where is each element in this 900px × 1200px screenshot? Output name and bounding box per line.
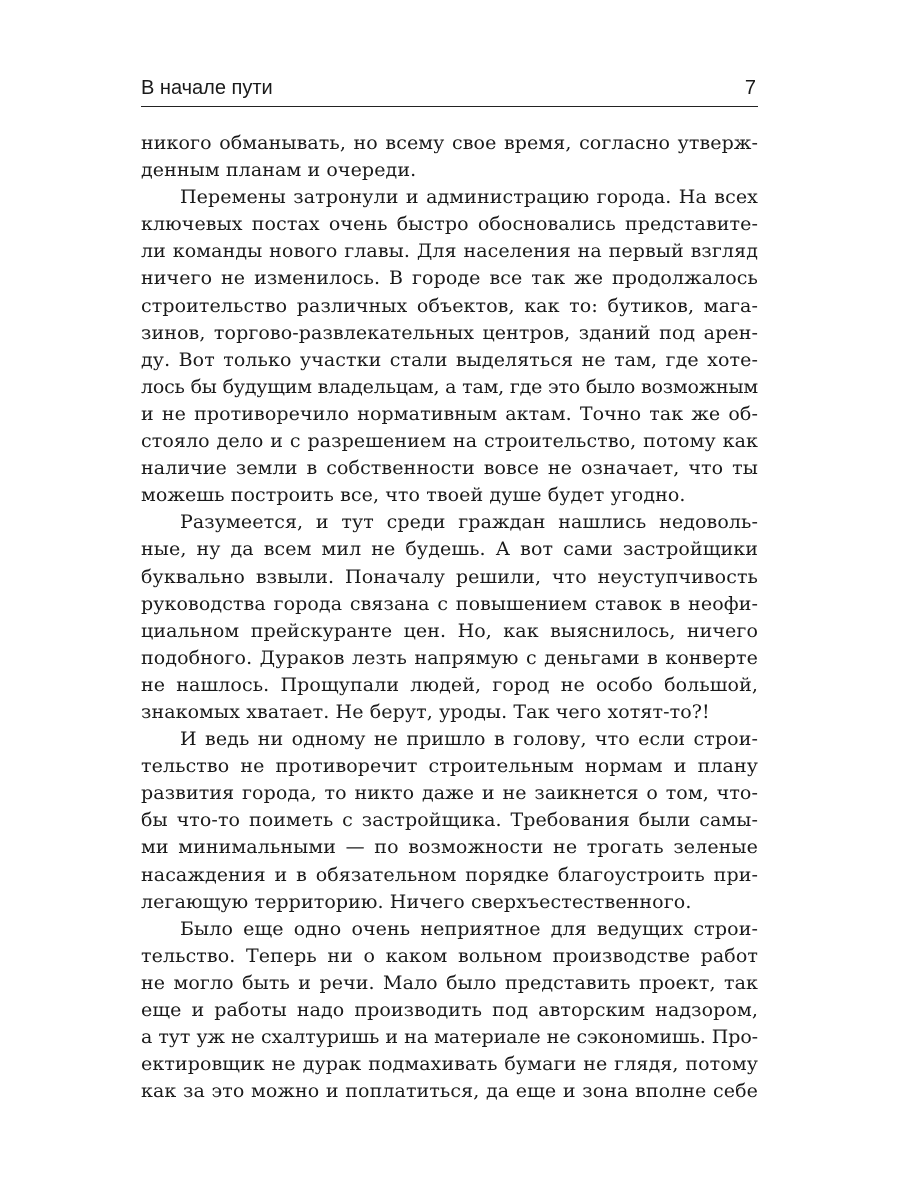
text-line: а тут уж не схалтуришь и на материале не сэкономишь. Про- bbox=[141, 1026, 758, 1049]
running-head-title: В начале пути bbox=[141, 77, 273, 99]
paragraph bbox=[141, 916, 758, 1106]
text-line: ми минимальными — по возможности не трогать зеленые bbox=[141, 836, 758, 859]
text-line: ные, ну да всем мил не будешь. А вот сами застройщики bbox=[141, 538, 758, 561]
text-line: денным планам и очереди. bbox=[141, 159, 417, 182]
text-line: буквально взвыли. Поначалу решили, что неуступчивость bbox=[141, 565, 758, 588]
text-line: можешь построить все, что твоей душе будет угодно. bbox=[141, 484, 686, 507]
body-text bbox=[141, 130, 758, 1105]
running-head bbox=[141, 74, 758, 102]
text-line: еще и работы надо производить под авторским надзором, bbox=[141, 999, 758, 1021]
page-number: 7 bbox=[744, 77, 756, 99]
text-line: развития города, то никто даже и не заикнется о том, что- bbox=[141, 782, 758, 805]
text-line: Было еще одно очень неприятное для ведущих строи- bbox=[180, 917, 758, 940]
text-line: и не противоречило нормативным актам. Точно так же об- bbox=[141, 402, 758, 425]
text-line: ничего не изменилось. В городе все так же продолжалось bbox=[141, 267, 758, 290]
header-rule bbox=[141, 106, 758, 107]
text-line: тельство не противоречит строительным нормам и плану bbox=[141, 755, 758, 778]
text-line: циальном прейскуранте цен. Но, как выяснилось, ничего bbox=[141, 619, 758, 642]
text-line: Разумеется, и тут среди граждан нашлись недоволь- bbox=[180, 511, 758, 534]
text-line: И ведь ни одному не пришло в голову, что если строи- bbox=[180, 728, 758, 751]
text-line: лось бы будущим владельцам, а там, где это было возможным bbox=[141, 375, 758, 398]
paragraph bbox=[141, 726, 758, 916]
text-line: легающую территорию. Ничего сверхъестественного. bbox=[141, 890, 692, 913]
text-line: подобного. Дураков лезть напрямую с деньгами в конверте bbox=[141, 646, 758, 669]
text-line: тельство. Теперь ни о каком вольном производстве работ bbox=[141, 944, 758, 967]
text-line: бы что-то поиметь с застройщика. Требования были самы- bbox=[141, 809, 758, 832]
text-line: зинов, торгово-развлекательных центров, зданий под арен- bbox=[141, 321, 758, 344]
text-line: не могло быть и речи. Мало было представить проект, так bbox=[141, 971, 758, 994]
text-line: руководства города связана с повышением ставок в неофи- bbox=[141, 592, 758, 615]
text-line: строительство различных объектов, как то: бутиков, мага- bbox=[141, 294, 758, 317]
text-line: Перемены затронули и администрацию города. На всех bbox=[180, 186, 758, 209]
text-line: никого обманывать, но всему свое время, согласно утверж- bbox=[141, 132, 758, 154]
text-line: как за это можно и поплатиться, да еще и зона вполне себе bbox=[141, 1080, 758, 1103]
text-line: наличие земли в собственности вовсе не означает, что ты bbox=[141, 457, 758, 480]
paragraph bbox=[141, 184, 758, 509]
text-line: не нашлось. Прощупали людей, город не особо большой, bbox=[141, 673, 758, 696]
text-line: ли команды нового главы. Для населения на первый взгляд bbox=[141, 240, 758, 263]
text-line: насаждения и в обязательном порядке благоустроить при- bbox=[141, 863, 758, 886]
text-line: ключевых постах очень быстро обосновались представите- bbox=[141, 213, 758, 236]
paragraph bbox=[141, 509, 758, 726]
text-line: ектировщик не дурак подмахивать бумаги не глядя, потому bbox=[141, 1053, 758, 1076]
text-line: знакомых хватает. Не берут, уроды. Так чего хотят-то?! bbox=[141, 700, 710, 723]
text-line: стояло дело и с разрешением на строительство, потому как bbox=[141, 430, 758, 453]
paragraph bbox=[141, 130, 758, 184]
text-line: ду. Вот только участки стали выделяться не там, где хоте- bbox=[141, 348, 758, 371]
